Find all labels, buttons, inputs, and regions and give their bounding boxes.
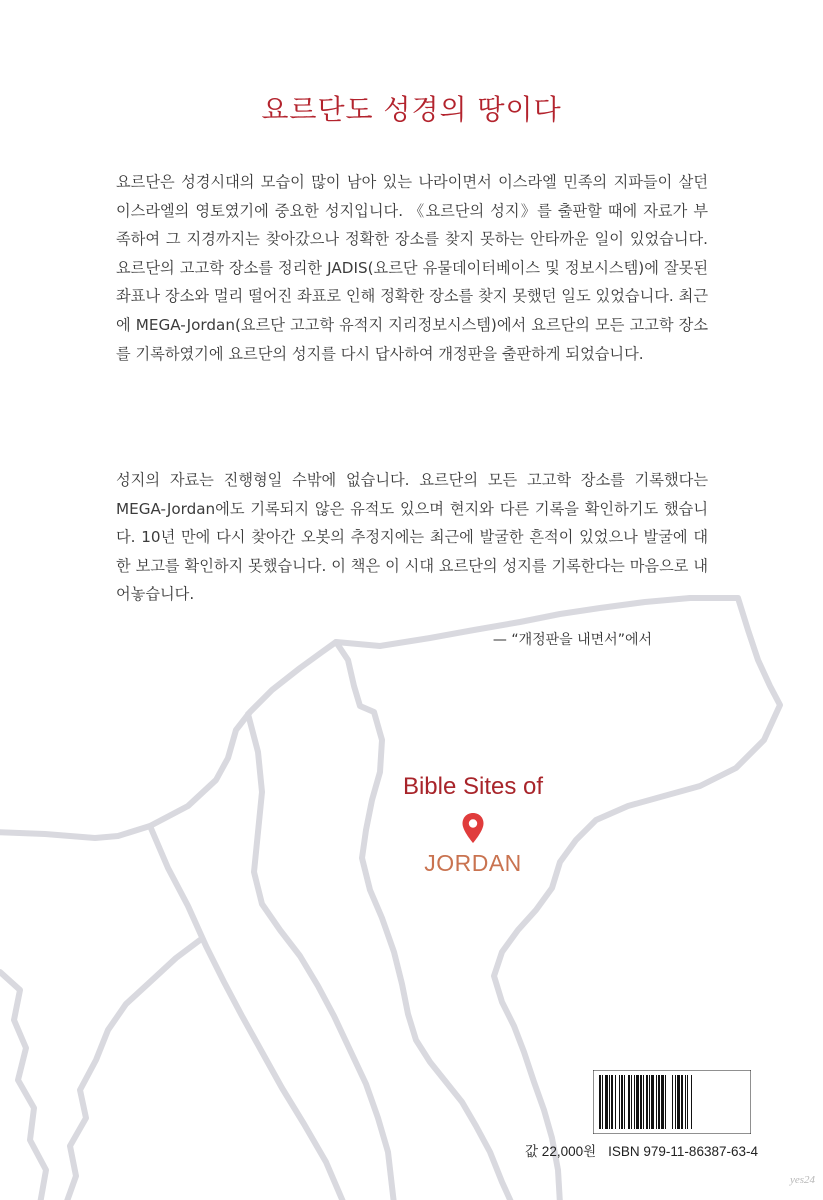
barcode-bar	[675, 1075, 676, 1129]
isbn-barcode	[593, 1070, 751, 1134]
map-label-title: Bible Sites of	[402, 773, 544, 800]
barcode-bar	[634, 1075, 635, 1129]
barcode-bar	[599, 1075, 601, 1129]
gulf-coast	[0, 972, 46, 1200]
intro-paragraph-1: 요르단은 성경시대의 모습이 많이 남아 있는 나라이면서 이스라엘 민족의 지파들이 살던 이스라엘의 영토였기에 중요한 성지입니다. 《요르단의 성지》를 출판할 때에 자료가 부족하여 그 지경까지는 찾아갔으나 정확한 장소를 찾지 못하는 안타까운 일이 있었습니다. 요르단의 고고학 장소를 정리한 JADIS(요르단 유물데이터베이스 및 정보시스템)에 잘못된 좌표나 장소와 멀리 떨어진 좌표로 인해 정확한 장소를 찾지 못했던 일도 있었습니다. 최근에 MEGA-Jordan(요르단 고고학 유적지 지리정보시스템)에서 요르단의 모든 고고학 장소를 기록하였기에 요르단의 성지를 다시 답사하여 개정판을 출판하게 되었습니다.	[116, 173, 708, 363]
barcode-bar	[649, 1075, 650, 1129]
barcode-bar	[646, 1075, 648, 1129]
barcode-bar	[628, 1075, 630, 1129]
barcode-bar	[685, 1075, 686, 1129]
barcode-bar	[619, 1075, 620, 1129]
barcode-bar	[672, 1075, 673, 1129]
price-label: 값 22,000원	[525, 1144, 597, 1159]
barcode-bar	[615, 1075, 616, 1129]
isbn-label: ISBN 979-11-86387-63-4	[608, 1144, 758, 1159]
coastline	[0, 642, 336, 838]
sinai-coast	[66, 940, 200, 1200]
watermark-logo: yes24	[790, 1174, 816, 1186]
barcode-bar	[687, 1075, 688, 1129]
barcode-bar	[643, 1075, 644, 1129]
barcode-bar	[636, 1075, 639, 1129]
barcode-bar	[624, 1075, 625, 1129]
barcode-bar	[609, 1075, 610, 1129]
sinai-border	[150, 826, 344, 1200]
barcode-bar	[621, 1075, 623, 1129]
barcode-bar	[656, 1075, 657, 1129]
price-isbn-line	[488, 1140, 758, 1160]
barcode-bar	[665, 1075, 666, 1129]
jordan-river-border	[336, 642, 512, 1200]
barcode-bar	[611, 1075, 613, 1129]
barcode-bar	[658, 1075, 660, 1129]
attribution-note: — “개정판을 내면서”에서	[492, 632, 652, 648]
barcode-bar	[681, 1075, 683, 1129]
barcode-bar	[691, 1075, 692, 1129]
page-title: 요르단도 성경의 땅이다	[261, 93, 562, 126]
barcode-bar	[677, 1075, 680, 1129]
intro-paragraph-2: 성지의 자료는 진행형일 수밖에 없습니다. 요르단의 모든 고고학 장소를 기록했다는 MEGA-Jordan에도 기록되지 않은 유적도 있으며 현지와 다른 기록을 확인하기도 했습니다. 10년 만에 다시 찾아간 오봇의 추정지에는 최근에 발굴한 흔적이 있었으나 발굴에 대한 보고를 확인하지 못했습니다. 이 책은 이 시대 요르단의 성지를 기록한다는 마음으로 내어놓습니다.	[116, 471, 708, 604]
barcode-bar	[631, 1075, 632, 1129]
map-label-jordan: JORDAN	[424, 850, 522, 876]
barcode-bar	[602, 1075, 603, 1129]
barcode-bar	[651, 1075, 654, 1129]
barcode-bar	[605, 1075, 608, 1129]
map-pin-icon	[461, 812, 485, 844]
barcode-bar	[640, 1075, 642, 1129]
inner-border	[248, 714, 394, 1200]
barcode-bar	[661, 1075, 664, 1129]
